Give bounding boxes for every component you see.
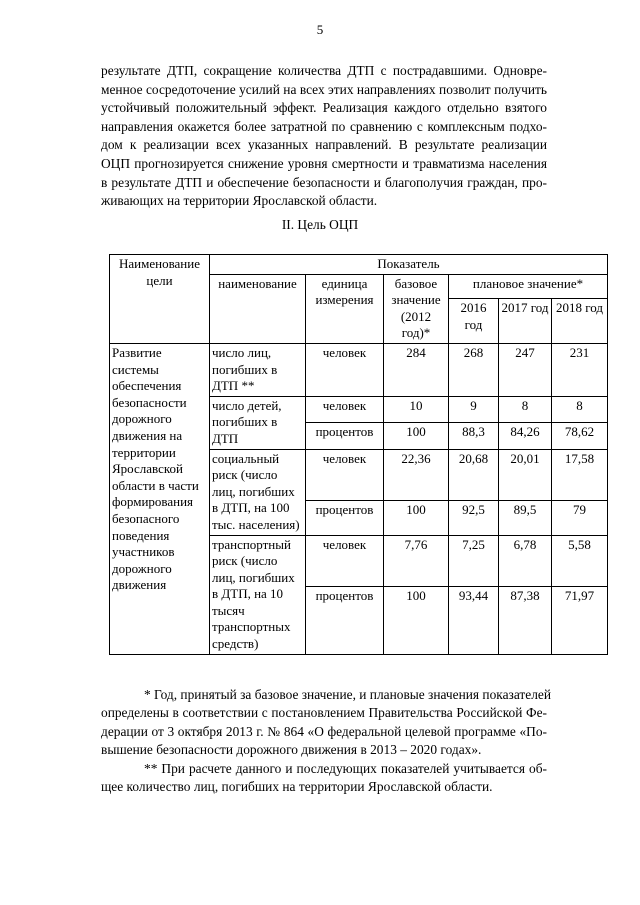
indicator-unit: человек bbox=[306, 449, 384, 500]
header-base: базовое значение (2012 год)* bbox=[384, 274, 449, 343]
header-indicator: Показатель bbox=[210, 255, 608, 275]
header-planned: плановое значение* bbox=[449, 274, 608, 298]
section-title: II. Цель ОЦП bbox=[281, 217, 359, 232]
footnote-line: определены в соответствии с постановлением Правительства Российской Фе- bbox=[101, 705, 547, 721]
indicator-2017: 20,01 bbox=[499, 449, 552, 500]
indicator-2018: 71,97 bbox=[552, 586, 608, 654]
indicator-base: 284 bbox=[384, 343, 449, 396]
table-header-row bbox=[110, 255, 608, 275]
indicator-2016: 20,68 bbox=[449, 449, 499, 500]
page-number: 5 bbox=[316, 22, 324, 37]
text-line: ОЦП прогнозируется снижение уровня смертности и травматизма населения bbox=[101, 155, 547, 171]
indicator-base: 22,36 bbox=[384, 449, 449, 500]
goal-table bbox=[109, 254, 608, 655]
text-line: дом к реализации всех указанных направлений. В результате реализации bbox=[101, 137, 547, 153]
indicator-2018: 5,58 bbox=[552, 535, 608, 586]
indicator-name: транспортный риск (число лиц, погибших в ДТП, на 10 тысяч транспортных средств) bbox=[210, 535, 306, 654]
indicator-2018: 8 bbox=[552, 396, 608, 422]
indicator-base: 100 bbox=[384, 586, 449, 654]
text-line: устойчивый положительный эффект. Реализация каждого отдельно взятого bbox=[101, 100, 547, 116]
indicator-2017: 247 bbox=[499, 343, 552, 396]
indicator-2016: 92,5 bbox=[449, 500, 499, 535]
footnote-line: * Год, принятый за базовое значение, и плановые значения показателей bbox=[144, 687, 552, 702]
text-line: в результате ДТП и обеспечение безопасности и благополучия граждан, про- bbox=[101, 174, 547, 190]
indicator-2018: 231 bbox=[552, 343, 608, 396]
table-row bbox=[110, 343, 608, 396]
indicator-name: социальный риск (число лиц, погибших в ДТП, на 100 тыс. населения) bbox=[210, 449, 306, 535]
indicator-base: 100 bbox=[384, 423, 449, 449]
footnotes bbox=[101, 686, 552, 796]
indicator-name: число детей, погибших в ДТП bbox=[210, 396, 306, 449]
indicator-2018: 79 bbox=[552, 500, 608, 535]
indicator-base: 7,76 bbox=[384, 535, 449, 586]
indicator-2017: 87,38 bbox=[499, 586, 552, 654]
indicator-unit: человек bbox=[306, 396, 384, 422]
indicator-base: 10 bbox=[384, 396, 449, 422]
text-line: направления окажется более затратной по сравнению с комплексным подхо- bbox=[101, 118, 547, 134]
footnote-line: дерации от 3 октября 2013 г. № 864 «О федеральной целевой программе «По- bbox=[101, 723, 547, 739]
indicator-2016: 268 bbox=[449, 343, 499, 396]
footnote-line: ** При расчете данного и последующих показателей учитывается об- bbox=[144, 760, 547, 776]
header-name: наименование bbox=[210, 274, 306, 343]
indicator-base: 100 bbox=[384, 500, 449, 535]
indicator-2017: 89,5 bbox=[499, 500, 552, 535]
footnote-line: вышение безопасности дорожного движения в 2013 – 2020 годах». bbox=[101, 742, 482, 758]
text-line: результате ДТП, сокращение количества ДТП с пострадавшими. Одновре- bbox=[101, 63, 547, 78]
indicator-unit: процентов bbox=[306, 586, 384, 654]
header-unit: единица измерения bbox=[306, 274, 384, 343]
indicator-unit: процентов bbox=[306, 500, 384, 535]
header-goal-name: Наименование цели bbox=[110, 255, 210, 344]
indicator-2016: 88,3 bbox=[449, 423, 499, 449]
indicator-unit: процентов bbox=[306, 423, 384, 449]
indicator-2017: 6,78 bbox=[499, 535, 552, 586]
indicator-2016: 93,44 bbox=[449, 586, 499, 654]
indicator-2017: 8 bbox=[499, 396, 552, 422]
indicator-2017: 84,26 bbox=[499, 423, 552, 449]
indicator-2018: 78,62 bbox=[552, 423, 608, 449]
header-2017: 2017 год bbox=[499, 298, 552, 343]
indicator-2016: 7,25 bbox=[449, 535, 499, 586]
intro-paragraph bbox=[101, 62, 547, 211]
indicator-unit: человек bbox=[306, 535, 384, 586]
indicator-2018: 17,58 bbox=[552, 449, 608, 500]
text-line: менное сосредоточение усилий на всех этих направлениях позволит получить bbox=[101, 81, 547, 97]
goal-cell: Развитие системы обеспечения безопасности дорожного движения на территории Ярославской области в части формирования безопасного поведения участников дорожного движения bbox=[110, 343, 210, 654]
header-2018: 2018 год bbox=[552, 298, 608, 343]
indicator-2016: 9 bbox=[449, 396, 499, 422]
text-line: живающих на территории Ярославской области. bbox=[101, 193, 378, 209]
indicator-unit: человек bbox=[306, 343, 384, 396]
header-2016: 2016 год bbox=[449, 298, 499, 343]
footnote-line: щее количество лиц, погибших на территории Ярославской области. bbox=[101, 779, 493, 795]
indicator-name: число лиц, погибших в ДТП ** bbox=[210, 343, 306, 396]
